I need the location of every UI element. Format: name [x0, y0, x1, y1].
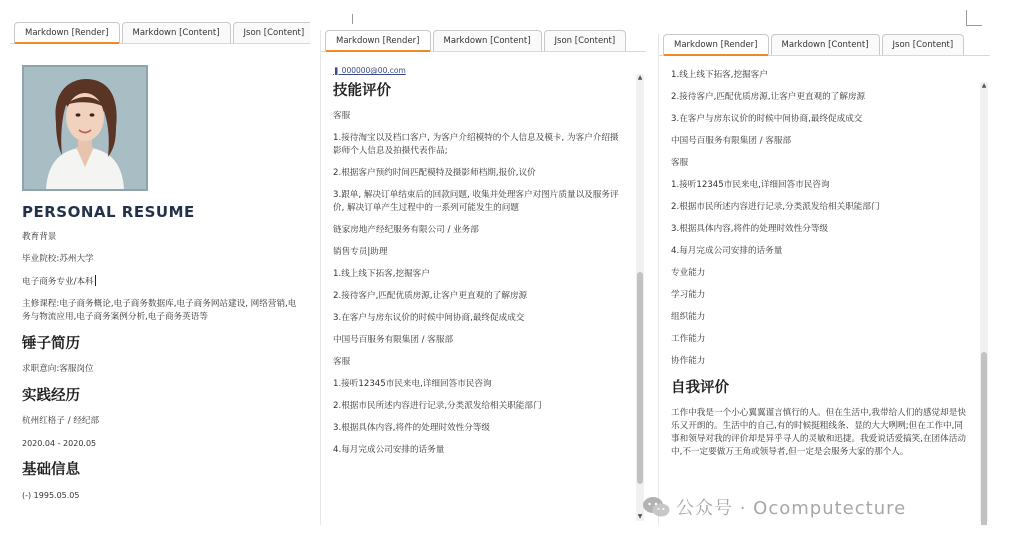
school-line: 毕业院校:苏州大学	[22, 254, 94, 264]
text-line: 2.接待客户,匹配优质房源,让客户更直观的了解房源	[333, 291, 528, 301]
tab-bar	[659, 34, 990, 56]
intent-line: 求职意向:客服岗位	[22, 364, 94, 374]
text-line: 客服	[333, 111, 351, 121]
self-evaluation: 工作中我是一个小心翼翼谨言慎行的人。但在生活中,我带给人们的感觉却是快乐又开朗的。生活中的自己,有的时候挺粗线条、显的大大咧咧;但在工作中,同事和领导对我的评价却是异乎寻人的灵敏和迅捷。我爱说话爱搞笑,在团体活动中,不一定要做万王角或领导者,但一定是会服务大家的那个人。	[671, 408, 966, 457]
panel-render-1	[10, 22, 310, 525]
person-photo	[24, 67, 146, 189]
text-line: 专业能力	[671, 268, 706, 278]
text-line: 2.根据市民所述内容进行记录,分类派发给相关职能部门	[333, 401, 542, 411]
major-text: 电子商务专业/本科	[22, 277, 94, 287]
text-line: 协作能力	[671, 356, 706, 366]
text-line: 4.每月完成公司安排的话务量	[671, 246, 783, 256]
text-line: 学习能力	[671, 290, 706, 300]
experience-lines	[671, 69, 970, 368]
render-content	[321, 52, 646, 525]
tab-bar	[321, 30, 646, 52]
text-line: 销售专员|助理	[333, 247, 388, 257]
email-fragment: ❚ 000000@00.com	[333, 66, 406, 75]
section-heading-name: 锤子简历	[22, 336, 80, 352]
profile-photo	[22, 65, 148, 191]
period-line: 2020.04 - 2020.05	[22, 439, 97, 448]
courses-line: 主修课程:电子商务概论,电子商务数据库,电子商务网站建设, 网络营销,电务与物流应用,电子商务案例分析,电子商务英语等	[22, 299, 297, 322]
text-line: 3.根据具体内容,将件的处理时效性分等级	[671, 224, 829, 234]
scroll-down-arrow[interactable]: ▼	[637, 513, 643, 520]
tab-json-content[interactable]: Json [Content]	[544, 30, 627, 51]
text-line: 1.接听12345市民来电,详细回答市民咨询	[671, 180, 830, 190]
section-heading-self: 自我评价	[671, 380, 729, 396]
company-line: 杭州红格子 / 经纪部	[22, 416, 100, 426]
text-line: 3.跟单, 解决订单结束后的回款问题, 收集并处理客户对图片质量以及服务评价, 解决订单产生过程中的一系列可能发生的问题	[333, 190, 619, 213]
text-line: 客服	[671, 158, 689, 168]
tab-markdown-render[interactable]: Markdown [Render]	[325, 30, 431, 51]
text-line: 链家房地产经纪服务有限公司 / 业务部	[333, 225, 479, 235]
email-text: 000000@00.com	[341, 66, 406, 75]
text-line: 2.根据客户预约时间匹配模特及摄影师档期,报价,议价	[333, 168, 536, 178]
text-line: 1.接听12345市民来电,详细回答市民咨询	[333, 379, 492, 389]
text-line: 客服	[333, 357, 351, 367]
scrollbar[interactable]	[636, 74, 644, 521]
wechat-icon	[642, 496, 670, 518]
tab-json-content[interactable]: Json [Content]	[233, 22, 310, 43]
text-line: 4.每月完成公司安排的话务量	[333, 445, 445, 455]
render-content	[10, 44, 310, 525]
text-line: 工作能力	[671, 334, 706, 344]
major-line	[22, 275, 298, 289]
watermark-text: 公众号 · Ocomputecture	[676, 498, 907, 519]
section-heading-skill: 技能评价	[333, 83, 391, 99]
scroll-up-arrow[interactable]: ▲	[981, 82, 987, 89]
panel-render-3	[658, 34, 990, 525]
text-line: 2.接待客户,匹配优质房源,让客户更直观的了解房源	[671, 92, 866, 102]
divider-mark	[352, 14, 353, 24]
corner-mark	[966, 10, 982, 26]
scroll-thumb[interactable]	[637, 272, 643, 484]
tab-bar	[10, 22, 310, 44]
scrollbar[interactable]	[980, 82, 988, 521]
birth-line: (-) 1995.05.05	[22, 491, 80, 500]
text-line: 1.线上线下拓客,挖掘客户	[671, 70, 768, 80]
text-cursor	[95, 275, 96, 286]
section-heading-practice: 实践经历	[22, 388, 80, 404]
tab-markdown-content[interactable]: Markdown [Content]	[771, 34, 880, 55]
text-line: 1.线上线下拓客,挖掘客户	[333, 269, 430, 279]
render-content	[659, 60, 990, 525]
scroll-thumb[interactable]	[981, 352, 987, 525]
text-line: 1.接待淘宝以及档口客户, 为客户介绍模特的个人信息及模卡, 为客户介绍摄影师个人信息及拍摄代表作品;	[333, 133, 619, 156]
resume-title: PERSONAL RESUME	[22, 203, 195, 221]
text-line: 3.根据具体内容,将件的处理时效性分等级	[333, 423, 491, 433]
text-line: 中国号百服务有限集团 / 客服部	[671, 136, 792, 146]
text-line: 3.在客户与房东议价的时候中间协商,最终促成成交	[333, 313, 525, 323]
section-heading-basic: 基础信息	[22, 462, 80, 478]
tab-json-content[interactable]: Json [Content]	[882, 34, 965, 55]
tab-markdown-render[interactable]: Markdown [Render]	[663, 34, 769, 55]
scroll-up-arrow[interactable]: ▲	[637, 74, 643, 81]
education-label: 教育背景	[22, 232, 57, 242]
tab-markdown-render[interactable]: Markdown [Render]	[14, 22, 120, 43]
skill-lines	[333, 110, 626, 457]
tab-markdown-content[interactable]: Markdown [Content]	[122, 22, 231, 43]
text-line: 中国号百服务有限集团 / 客服部	[333, 335, 454, 345]
panel-render-2	[320, 30, 646, 525]
text-line: 3.在客户与房东议价的时候中间协商,最终促成成交	[671, 114, 863, 124]
tab-markdown-content[interactable]: Markdown [Content]	[433, 30, 542, 51]
text-line: 组织能力	[671, 312, 706, 322]
watermark	[642, 494, 906, 520]
text-line: 2.根据市民所述内容进行记录,分类派发给相关职能部门	[671, 202, 880, 212]
